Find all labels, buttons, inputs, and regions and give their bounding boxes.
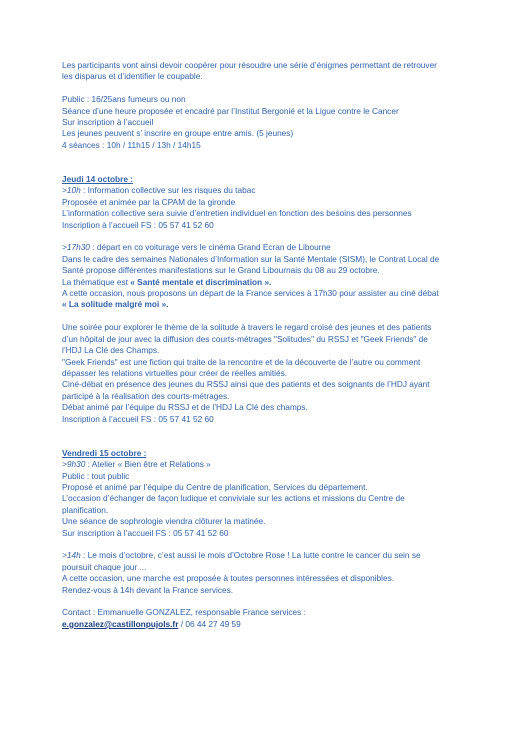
desc-line: participé à la réalisation des courts-métrages. <box>62 390 230 401</box>
desc-line: dépasser les relations virtuelles pour créer de réelles amitiés. <box>62 367 288 378</box>
event-line: Proposée et animée par la CPAM de la gironde <box>62 196 236 207</box>
event-line: Rendez-vous à 14h devant la France services. <box>62 584 234 595</box>
theme-bold: « Santé mentale et discrimination ». <box>130 276 272 287</box>
intro-line: les disparus et d’identifier le coupable. <box>62 71 203 82</box>
event-description <box>62 322 474 425</box>
event-line: Sur inscription à l’accueil FS : 05 57 41 52 60 <box>62 527 229 538</box>
event-title-text: : Information collective sur les risques du tabac <box>80 185 256 196</box>
event-line: L’information collective sera suivie d’entretien individuel en fonction des besoins des personnes <box>62 208 412 219</box>
contact-email-link[interactable]: e.gonzalez@castillonpujols.fr <box>62 618 179 629</box>
info-groupe: Les jeunes peuvent s’ inscrire en groupe entre amis. (5 jeunes) <box>62 128 294 139</box>
desc-line: Inscription à l’accueil FS : 05 57 41 52 60 <box>62 413 214 424</box>
contact-details <box>62 619 474 630</box>
day-heading-thursday: Jeudi 14 octobre : <box>62 174 134 185</box>
event-line: Dans le cadre des semaines Nationales d’Information sur la Santé Mentale (SISM), le Contrat Local de <box>62 253 440 264</box>
event-title <box>62 242 474 253</box>
event-time: >14h <box>62 550 81 561</box>
film-title: « La solitude malgré moi ». <box>62 299 169 310</box>
info-seance: Séance d’une heure proposée et encadré par l’Institut Bergonié et la Ligue contre le Cancer <box>62 105 399 116</box>
desc-line: Une soirée pour explorer le thème de la solitude à travers le regard croisé des jeunes et des patients <box>62 322 432 333</box>
event-theme <box>62 277 474 288</box>
document-body <box>62 60 474 630</box>
event-time: >9h30 <box>62 459 86 470</box>
event-line: A cette occasion, nous proposons un départ de la France services à 17h30 pour assister au ciné débat <box>62 288 439 299</box>
event-title <box>62 185 474 196</box>
contact-line: Contact : Emmanuelle GONZALEZ, responsable France services : <box>62 607 306 618</box>
desc-line: l’HDJ La Clé des Champs. <box>62 345 160 356</box>
event-line: Inscription à l’accueil FS : 05 57 41 52 60 <box>62 219 214 230</box>
event-time: >17h30 <box>62 242 90 253</box>
event-line: Une séance de sophrologie viendra clôturer la matinée. <box>62 516 266 527</box>
event-title-text: : départ en co voiturage vers le cinéma Grand Ecran de Libourne <box>89 242 331 253</box>
event-title <box>62 550 474 561</box>
desc-line: Débat animé par l’équipe du RSSJ et de l’HDJ La Clé des champs. <box>62 402 308 413</box>
event-line: A cette occasion, une marche est proposée à toutes personnes intéressées et disponibles. <box>62 573 395 584</box>
day-heading-friday: Vendredi 15 octobre : <box>62 447 147 458</box>
event-line: poursuit chaque jour ... <box>62 561 147 572</box>
desc-line: Ciné-débat en présence des jeunes du RSSJ ainsi que des patients et des soignants de l’HDJ ayant <box>62 379 430 390</box>
desc-line: d’un hôpital de jour avec la diffusion des courts-métrages "Solitudes" du RSSJ et "Geek Friends" de <box>62 333 428 344</box>
event-line: planification. <box>62 504 109 515</box>
info-public: Public : 16/25ans fumeurs ou non <box>62 94 186 105</box>
contact-phone: / 06 44 27 49 59 <box>178 618 241 629</box>
info-seances-horaires: 4 séances : 10h / 11h15 / 13h / 14h15 <box>62 139 201 150</box>
event-title-text: : Le mois d’octobre, c’est aussi le mois d’Octobre Rose ! La lutte contre le cancer du sein se <box>80 550 421 561</box>
intro-line: Les participants vont ainsi devoir coopérer pour résoudre une série d’énigmes permettant de retrouver <box>62 60 437 70</box>
info-inscription: Sur inscription à l’accueil <box>62 117 154 128</box>
desc-line: "Geek Friends" est une fiction qui traite de la rencontre et de la découverte de l’autre ou comment <box>62 356 421 367</box>
event-title <box>62 459 474 470</box>
event-title-text: : Atelier « Bien être et Relations » <box>85 459 211 470</box>
event-line: Santé propose différentes manifestations sur le Grand Libournais du 08 au 29 octobre. <box>62 265 380 276</box>
event-time: >10h <box>62 185 81 196</box>
theme-prefix: La thématique est <box>62 276 131 287</box>
event-line: L’occasion d’échanger de façon ludique et conviviale sur les actions et missions du Centre de <box>62 493 405 504</box>
event-line: Proposé et animé par l’équipe du Centre de planification, Services du département. <box>62 481 368 492</box>
event-line: Public : tout public <box>62 470 130 481</box>
